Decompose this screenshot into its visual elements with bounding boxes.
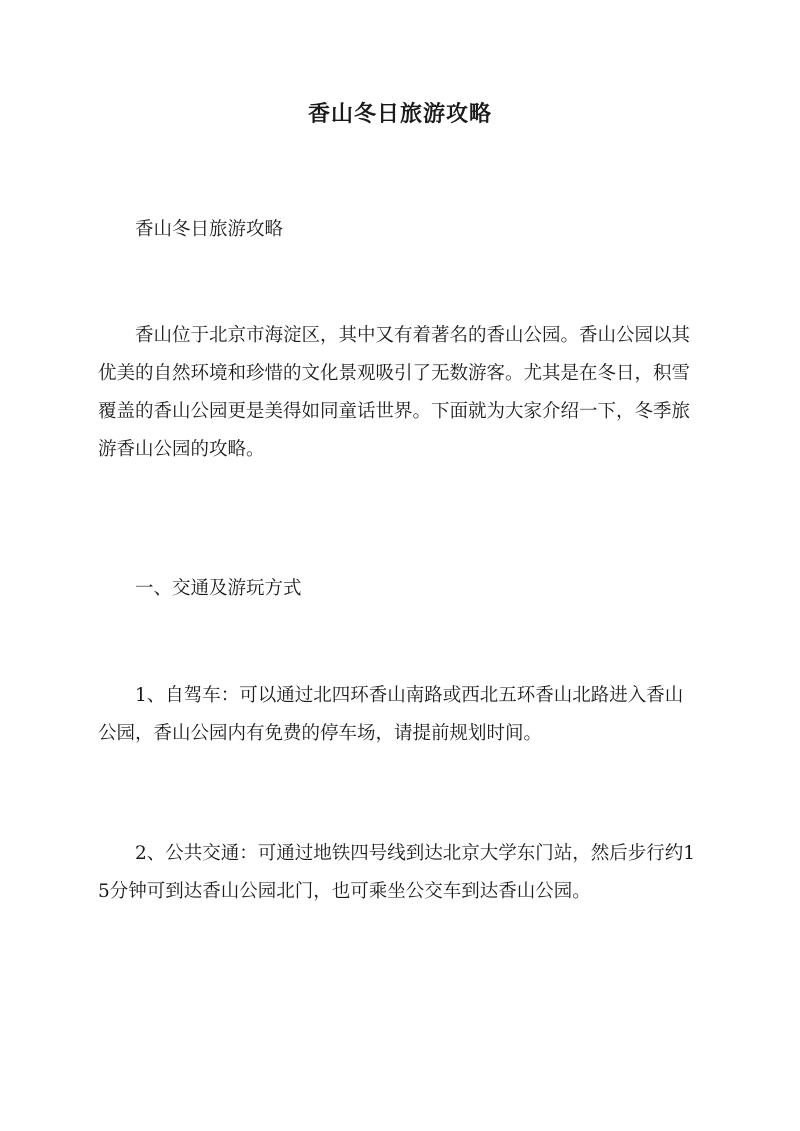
document-title: 香山冬日旅游攻略 [307, 101, 492, 127]
section-heading-transport: 一、交通及游玩方式 [135, 578, 302, 599]
list-item-self-drive: 1、自驾车：可以通过北四环香山南路或西北五环香山北路进入香山公园，香山公园内有免费的停车场，请提前规划时间。 [98, 685, 684, 744]
list-item-public-transit: 2、公共交通：可通过地铁四号线到达北京大学东门站，然后步行约15分钟可到达香山公园北门，也可乘坐公交车到达香山公园。 [98, 843, 696, 902]
intro-paragraph: 香山位于北京市海淀区，其中又有着著名的香山公园。香山公园以其优美的自然环境和珍惜的文化景观吸引了无数游客。尤其是在冬日，积雪覆盖的香山公园更是美得如同童话世界。下面就为大家介绍一下，冬季旅游香山公园的攻略。 [98, 325, 691, 460]
subtitle-paragraph: 香山冬日旅游攻略 [135, 219, 284, 240]
